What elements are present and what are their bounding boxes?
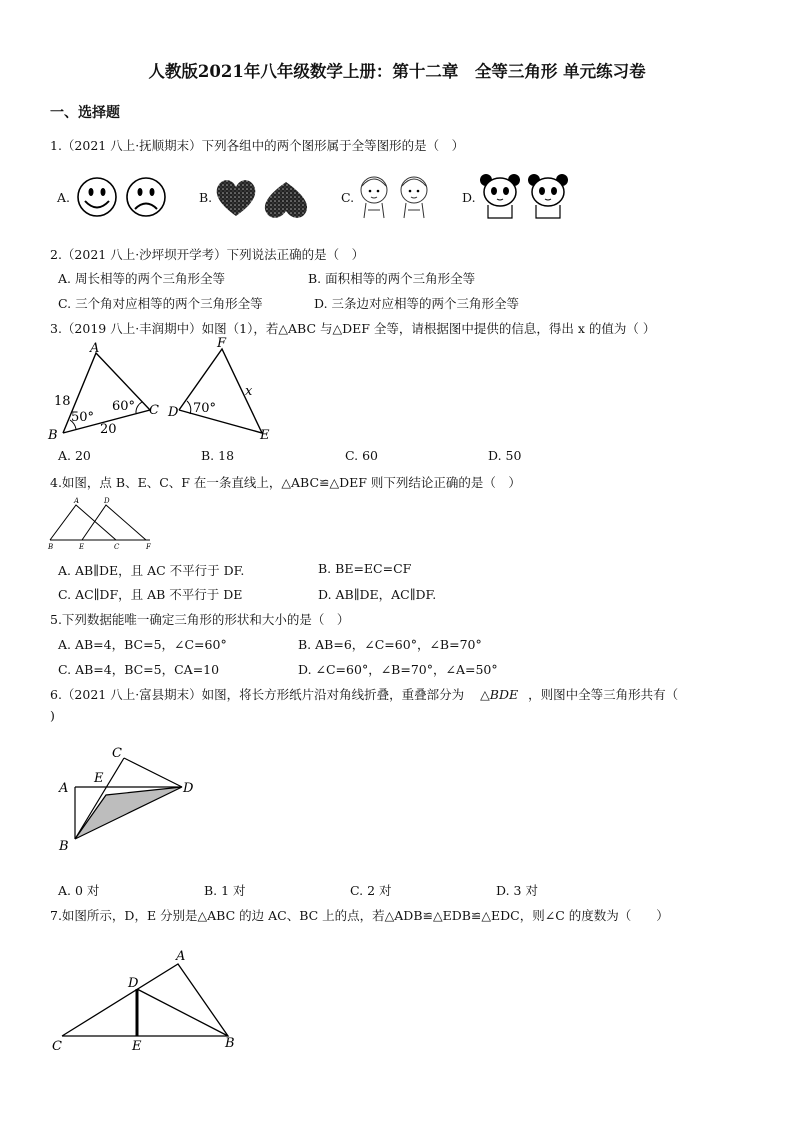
q3-label-b: B: [48, 428, 58, 443]
q7-label-c: C: [52, 1039, 62, 1054]
q1-stem: 1.（2021 八上·抚顺期末）下列各组中的两个图形属于全等图形的是（ ）: [50, 138, 465, 153]
q1-option-a: A.: [57, 190, 71, 205]
q2-option-b: B. 面积相等的两个三角形全等: [308, 271, 476, 286]
q3-label-d: D: [168, 405, 179, 420]
q2-option-a: A. 周长相等的两个三角形全等: [58, 271, 225, 286]
q6-stem-continuation: ): [50, 708, 55, 723]
q4-label-e: E: [79, 543, 85, 551]
q7-label-a: A: [176, 949, 186, 964]
q3-option-a: A. 20: [58, 448, 91, 463]
section-heading: 一、选择题: [50, 105, 120, 121]
q6-option-d: D. 3 对: [496, 883, 538, 898]
q6-option-c: C. 2 对: [350, 883, 392, 898]
q6-option-b: B. 1 对: [204, 883, 246, 898]
q3-option-b: B. 18: [201, 448, 235, 463]
cartoon-pandas-figure: [478, 172, 570, 222]
q3-angle-c: 60°: [112, 399, 136, 414]
q6-option-a: A. 0 对: [58, 883, 100, 898]
q4-label-b: B: [48, 543, 54, 551]
q3-option-d: D. 50: [488, 448, 522, 463]
q3-label-f: F: [217, 336, 227, 351]
smiley-faces-figure: [76, 176, 172, 220]
cartoon-girls-figure: [356, 172, 436, 222]
q7-stem: 7.如图所示，D，E 分别是△ABC 的边 AC、BC 上的点，若△ADB≌△EDB≌△EDC，则∠C 的度数为（ ）: [50, 908, 669, 923]
q4-label-d: D: [104, 497, 110, 505]
q3-label-e: E: [260, 428, 270, 443]
q4-option-d: D. AB∥DE，AC∥DF.: [318, 587, 437, 602]
q6-label-a: A: [59, 781, 69, 796]
q7-triangle-figure: [48, 946, 258, 1058]
q4-label-a: A: [74, 497, 80, 505]
q4-stem: 4.如图，点 B、E、C、F 在一条直线上，△ABC≌△DEF 则下列结论正确的是（ ）: [50, 475, 521, 490]
q7-label-b: B: [225, 1036, 235, 1051]
q3-label-c: C: [149, 403, 159, 418]
q4-option-b: B. BE=EC=CF: [318, 561, 412, 576]
q1-option-c: C.: [341, 190, 355, 205]
q5-option-a: A. AB=4，BC=5，∠C=60°: [58, 637, 227, 652]
q4-option-a: A. AB∥DE，且 AC 不平行于 DF.: [58, 563, 245, 578]
q4-option-c: C. AC∥DF，且 AB 不平行于 DE: [58, 587, 243, 602]
q3-option-c: C. 60: [345, 448, 378, 463]
q3-angle-b: 50°: [71, 410, 95, 425]
q7-label-e: E: [132, 1039, 142, 1054]
q4-label-f: F: [146, 543, 151, 551]
q3-angle-d: 70°: [193, 401, 217, 416]
q2-option-c: C. 三个角对应相等的两个三角形全等: [58, 296, 263, 311]
q1-option-d: D.: [462, 190, 476, 205]
q6-label-b: B: [59, 839, 69, 854]
q4-triangles-figure: [46, 495, 158, 553]
q3-triangles-figure: [46, 338, 286, 446]
q6-label-c: C: [112, 746, 122, 761]
q6-folded-rectangle-figure: [56, 744, 206, 856]
q3-stem: 3.（2019 八上·丰润期中）如图（1），若△ABC 与△DEF 全等，请根据图中提供的信息，得出 x 的值为（ ）: [50, 321, 656, 336]
q3-side-x: x: [245, 384, 253, 399]
q3-side-18: 18: [54, 394, 71, 409]
q7-label-d: D: [128, 976, 139, 991]
hearts-figure: [214, 176, 314, 222]
page-title: 人教版2021年八年级数学上册：第十二章 全等三角形 单元练习卷: [148, 62, 646, 81]
q3-label-a: A: [90, 341, 100, 356]
q6-stem: 6.（2021 八上·富县期末）如图，将长方形纸片沿对角线折叠，重叠部分为 △BDE ，则图中全等三角形共有（: [50, 687, 679, 702]
q5-stem: 5.下列数据能唯一确定三角形的形状和大小的是（ ）: [50, 612, 350, 627]
q6-label-e: E: [94, 771, 104, 786]
q5-option-d: D. ∠C=60°，∠B=70°，∠A=50°: [298, 662, 498, 677]
q5-option-b: B. AB=6，∠C=60°，∠B=70°: [298, 637, 482, 652]
q6-label-d: D: [183, 781, 194, 796]
q1-option-b: B.: [199, 190, 213, 205]
q2-stem: 2.（2021 八上·沙坪坝开学考）下列说法正确的是（ ）: [50, 247, 365, 262]
q5-option-c: C. AB=4，BC=5，CA=10: [58, 662, 220, 677]
q3-side-20: 20: [100, 422, 117, 437]
q4-label-c: C: [114, 543, 120, 551]
q2-option-d: D. 三条边对应相等的两个三角形全等: [314, 296, 520, 311]
